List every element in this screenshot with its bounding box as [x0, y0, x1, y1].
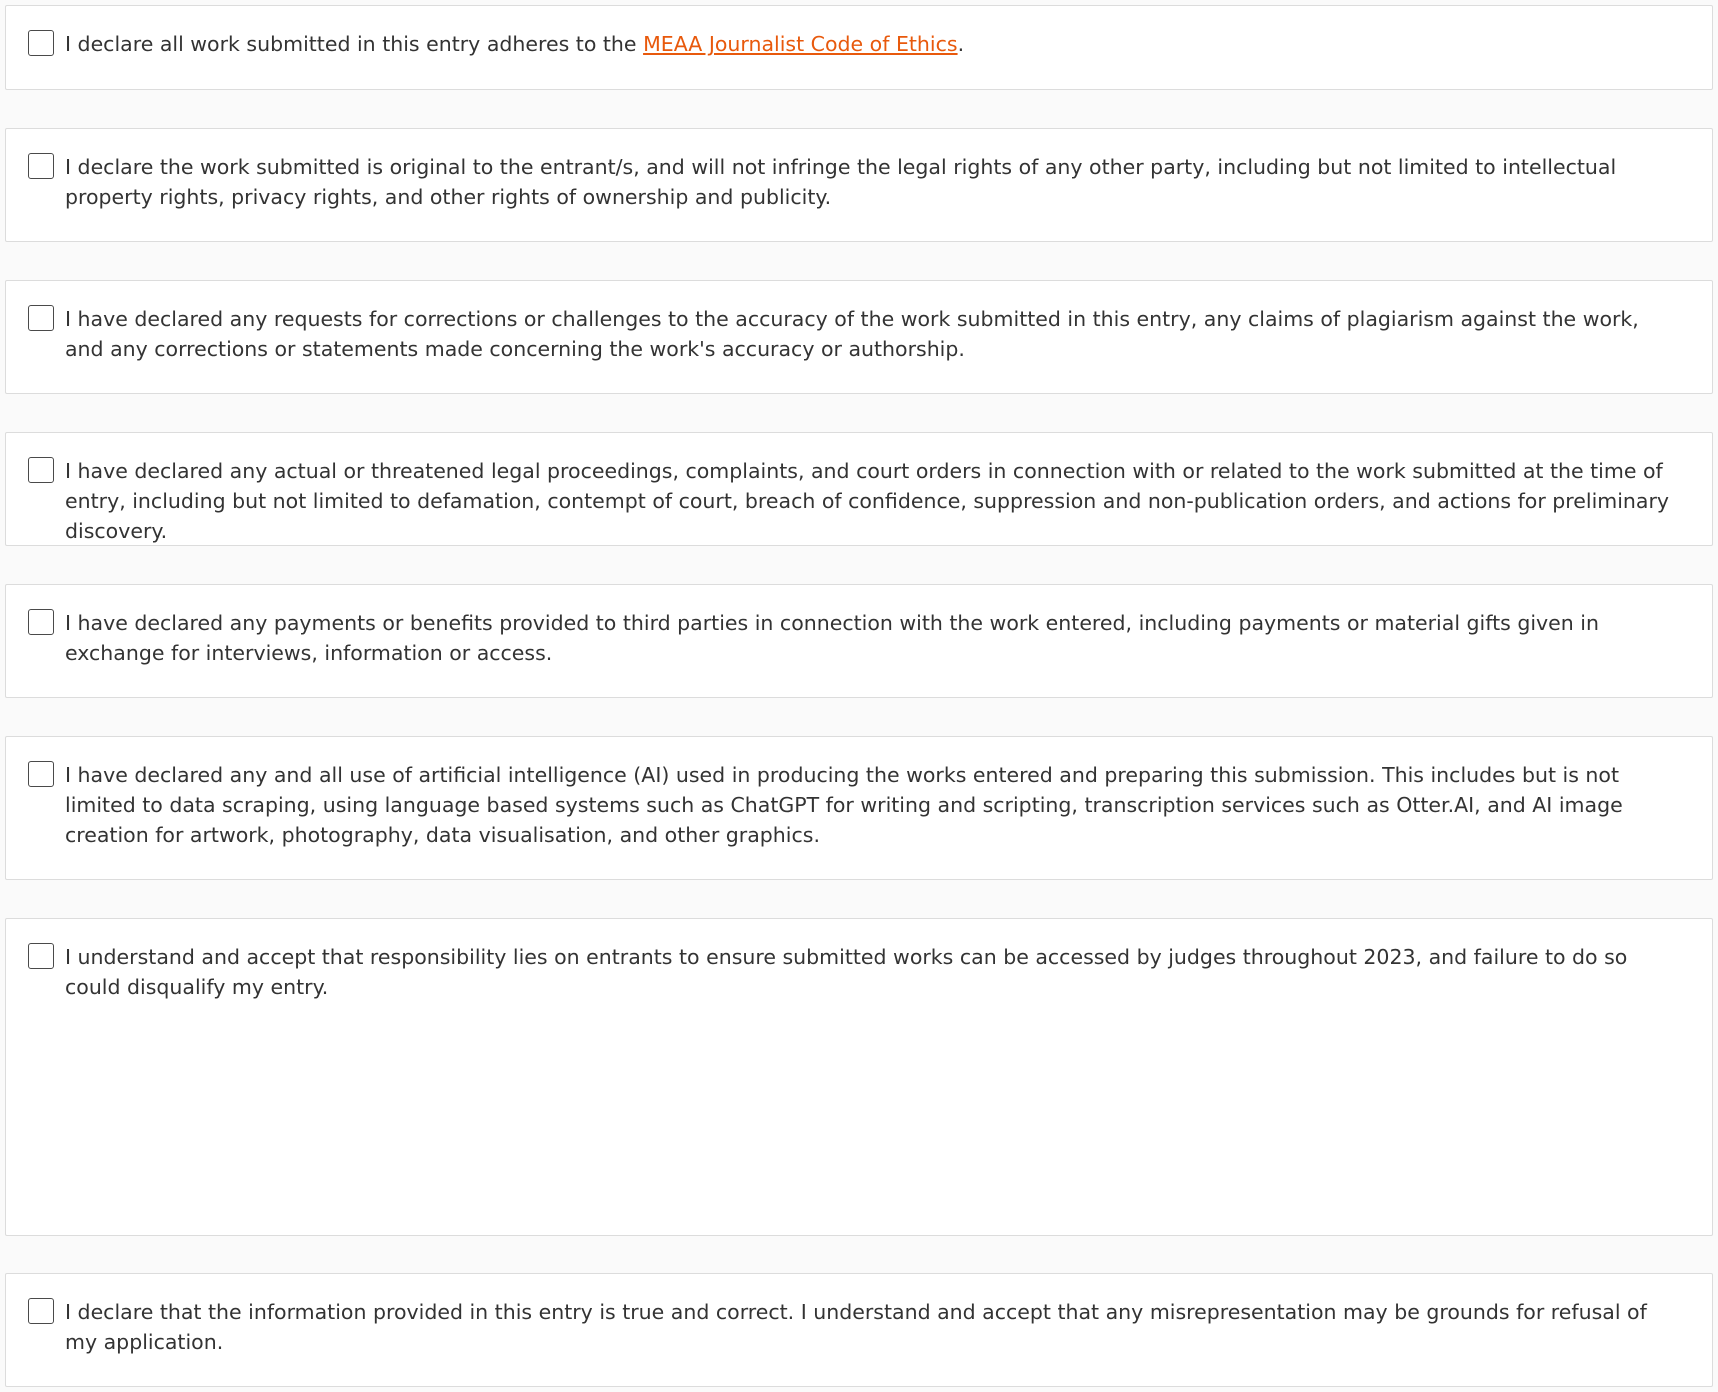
ethics-text-before: I declare all work submitted in this entry adheres to the — [65, 32, 644, 56]
declaration-label: I declare that the information provided in this entry is true and correct. I understand and accept that any misrepresentation may be grounds for refusal of my application. — [65, 1300, 1647, 1354]
declaration-row — [28, 608, 1672, 668]
declaration-row — [28, 942, 1672, 1002]
declaration-label: I understand and accept that responsibility lies on entrants to ensure submitted works can be accessed by judges throughout 2023, and failure to do so could disqualify my entry. — [65, 945, 1628, 999]
ethics-text-after: . — [957, 32, 965, 56]
declaration-row — [28, 304, 1672, 364]
declaration-label: I have declared any and all use of artificial intelligence (AI) used in producing the works entered and preparing this submission. This includes but is not limited to data scraping, using language based systems such as ChatGPT for writing and scripting, transcription services such as Otter.AI, and AI image creation for artwork, photography, data visualisation, and other graphics. — [65, 763, 1623, 847]
original-work-checkbox[interactable] — [28, 153, 54, 179]
declaration-access — [5, 918, 1713, 1236]
true-correct-checkbox[interactable] — [28, 1298, 54, 1324]
declaration-corrections — [5, 280, 1713, 394]
ai-use-checkbox[interactable] — [28, 761, 54, 787]
access-checkbox[interactable] — [28, 943, 54, 969]
legal-proceedings-checkbox[interactable] — [28, 457, 54, 483]
meaa-code-of-ethics-link[interactable]: MEAA Journalist Code of Ethics — [643, 32, 958, 56]
ethics-checkbox[interactable] — [28, 30, 54, 56]
declaration-ethics — [5, 5, 1713, 90]
declaration-ai-use — [5, 736, 1713, 880]
declaration-row — [28, 1297, 1672, 1357]
declaration-row — [28, 456, 1672, 546]
declaration-row — [28, 760, 1672, 850]
declaration-row — [28, 152, 1672, 212]
declaration-true-correct — [5, 1273, 1713, 1387]
payments-checkbox[interactable] — [28, 609, 54, 635]
declaration-legal-proceedings — [5, 432, 1713, 546]
declaration-original-work — [5, 128, 1713, 242]
corrections-checkbox[interactable] — [28, 305, 54, 331]
declaration-label — [65, 29, 1672, 59]
declaration-label: I have declared any payments or benefits provided to third parties in connection with the work entered, including payments or material gifts given in exchange for interviews, information or access. — [65, 611, 1599, 665]
declaration-label: I have declared any actual or threatened legal proceedings, complaints, and court orders in connection with or related to the work submitted at the time of entry, including but not limited to defamation, contempt of court, breach of confidence, suppression and non-publication orders, and actions for preliminary discovery. — [65, 459, 1670, 543]
declaration-label: I declare the work submitted is original to the entrant/s, and will not infringe the legal rights of any other party, including but not limited to intellectual property rights, privacy rights, and other rights of ownership and publicity. — [65, 155, 1617, 209]
declaration-label: I have declared any requests for corrections or challenges to the accuracy of the work submitted in this entry, any claims of plagiarism against the work, and any corrections or statements made concerning the work's accuracy or authorship. — [65, 307, 1639, 361]
declaration-payments — [5, 584, 1713, 698]
declaration-row — [28, 29, 1672, 59]
